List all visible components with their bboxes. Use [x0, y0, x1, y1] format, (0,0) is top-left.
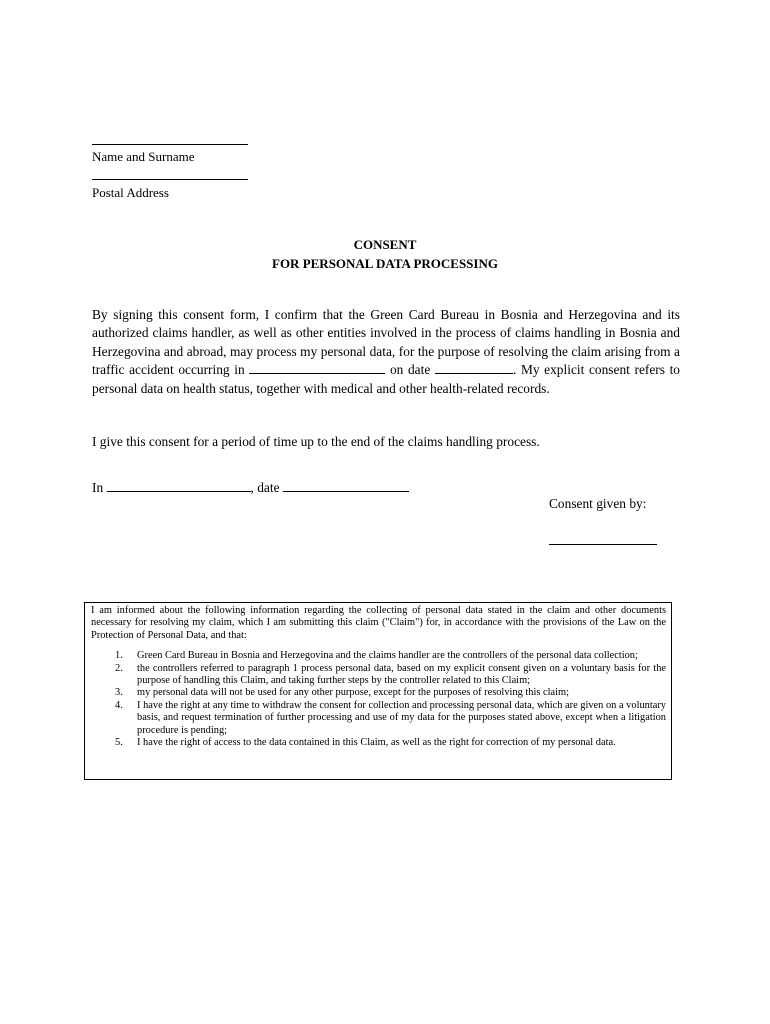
- period: .: [512, 362, 517, 378]
- consent-text-part2: My explicit consent refers to personal data on health status, together with medical and other health-related records.: [92, 362, 681, 396]
- list-item-text: I have the right at any time to withdraw the consent for collection and processing personal data, which are given on a voluntary basis, and request termination of further processing and use of my data for the purposes stated above, except when a litigation procedure is pending;: [137, 699, 666, 736]
- date-field[interactable]: [283, 480, 409, 492]
- name-label: Name and Surname: [92, 149, 195, 164]
- accident-location-field[interactable]: [249, 362, 385, 374]
- list-item: [91, 700, 666, 737]
- info-intro: I am informed about the following information regarding the collecting of personal data stated in the claim and other documents necessary for resolving my claim, which I am submitting this claim ("Claim") for, in accordance with the provisions of the Law on the Protection of Personal Data, and that:: [91, 605, 666, 641]
- list-item-number: 3.: [115, 687, 123, 699]
- consent-given-by-label: Consent given by:: [549, 496, 647, 511]
- info-list: [91, 650, 666, 749]
- consent-text-part1: By signing this consent form, I confirm that the Green Card Bureau in Bosnia and Herzegovina and its authorized claims handler, as well as other entities involved in the process of claims handling in Bosnia and Herzegovina and abroad, may process my personal data, for the purpose of resolving the claim arising from a traffic accident occurring in: [92, 307, 680, 378]
- list-item-text: Green Card Bureau in Bosnia and Herzegovina and the claims handler are the controllers of the personal data collection;: [137, 650, 638, 662]
- information-box: [84, 602, 672, 780]
- consent-period-paragraph: I give this consent for a period of time up to the end of the claims handling process.: [92, 434, 540, 449]
- list-item-number: 4.: [115, 699, 123, 711]
- list-item: [91, 663, 666, 688]
- document-title: CONSENT: [353, 237, 417, 252]
- consent-paragraph: [92, 306, 680, 398]
- list-item: [91, 737, 666, 749]
- list-item: [91, 687, 666, 699]
- list-item-text: I have the right of access to the data contained in this Claim, as well as the right for correction of my personal data.: [137, 737, 616, 749]
- document-subtitle: FOR PERSONAL DATA PROCESSING: [272, 256, 498, 271]
- signature-field-line[interactable]: [549, 544, 657, 545]
- place-field[interactable]: [107, 480, 251, 492]
- list-item-number: 1.: [115, 650, 123, 662]
- in-label: In: [92, 480, 104, 495]
- name-field-line[interactable]: [92, 144, 248, 145]
- list-item-text: the controllers referred to paragraph 1 process personal data, based on my explicit consent given on a voluntary basis for the purpose of handling this Claim, and taking further steps by the controller related to this Claim;: [137, 662, 666, 687]
- accident-date-field[interactable]: [435, 362, 513, 374]
- list-item-number: 5.: [115, 737, 123, 749]
- list-item: [91, 650, 666, 662]
- list-item-number: 2.: [115, 662, 123, 674]
- address-field-line[interactable]: [92, 179, 248, 180]
- address-label: Postal Address: [92, 185, 169, 200]
- place-date-row: [92, 480, 409, 496]
- date-label: , date: [250, 480, 280, 495]
- on-date-label: on date: [389, 362, 431, 378]
- list-item-text: my personal data will not be used for any other purpose, except for the purposes of resolving this claim;: [137, 687, 569, 699]
